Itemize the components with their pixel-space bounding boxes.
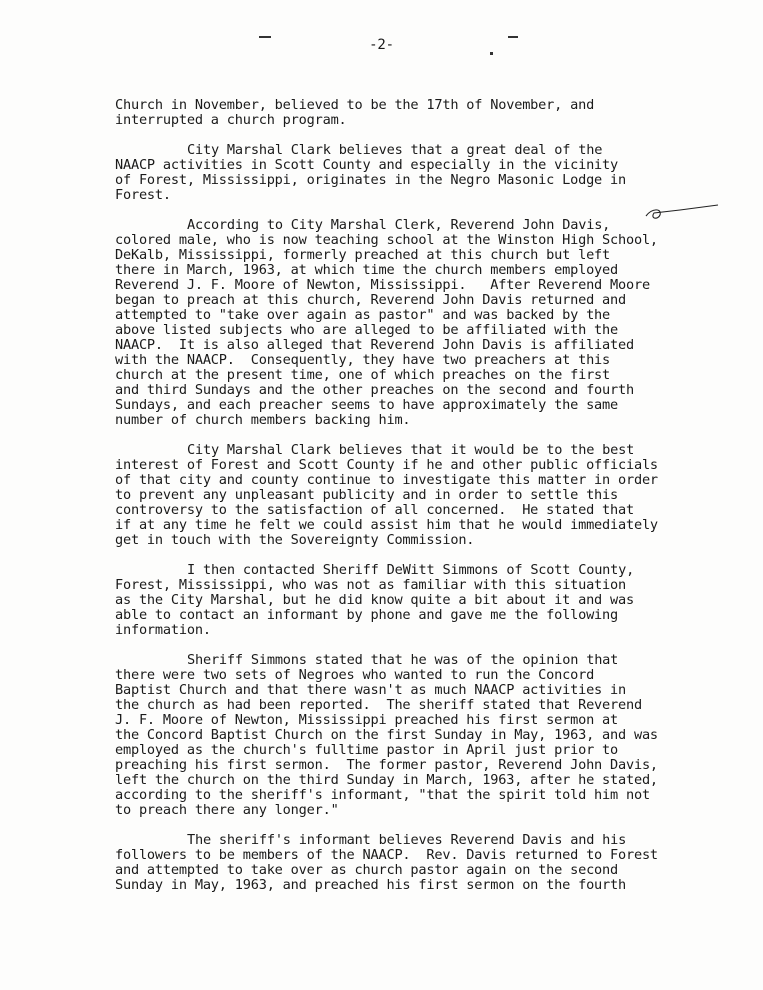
text-line: there were two sets of Negroes who wanted to run the Concord [115,667,595,683]
paragraph [115,563,755,638]
text-line: and attempted to take over as church pastor again on the second [115,862,619,878]
text-line: Baptist Church and that there wasn't as much NAACP activities in [115,682,626,698]
text-line: the church as had been reported. The sheriff stated that Reverend [115,697,642,713]
text-line: preaching his first sermon. The former pastor, Reverend John Davis, [115,757,658,773]
text-line: I then contacted Sheriff DeWitt Simmons of Scott County, [187,562,635,578]
paragraph [115,833,755,893]
text-line: and third Sundays and the other preaches on the second and fourth [115,382,634,398]
text-line: City Marshal Clark believes that it would be to the best [187,442,635,458]
paragraph [115,443,755,548]
paragraph [115,653,755,818]
text-line: Forest, Mississippi, who was not as familiar with this situation [115,577,626,593]
text-line: to preach there any longer." [115,802,339,818]
text-line: left the church on the third Sunday in March, 1963, after he stated, [115,772,658,788]
letter-body [115,98,755,893]
text-line: Reverend J. F. Moore of Newton, Mississippi. After Reverend Moore [115,277,650,293]
text-line: attempted to "take over again as pastor" and was backed by the [115,307,611,323]
text-line: J. F. Moore of Newton, Mississippi preached his first sermon at [115,712,619,728]
text-line: NAACP. It is also alleged that Reverend John Davis is affiliated [115,337,634,353]
text-line: Sheriff Simmons stated that he was of the opinion that [187,652,619,668]
text-line: as the City Marshal, but he did know quite a bit about it and was [115,592,634,608]
text-line: of that city and county continue to investigate this matter in order [115,472,658,488]
text-line: Sundays, and each preacher seems to have approximately the same [115,397,619,413]
text-line: NAACP activities in Scott County and especially in the vicinity [115,157,619,173]
text-line: number of church members backing him. [115,412,411,428]
text-line: DeKalb, Mississippi, formerly preached at this church but left [115,247,611,263]
text-line: information. [115,622,211,638]
text-line: began to preach at this church, Reverend John Davis returned and [115,292,626,308]
text-line: able to contact an informant by phone and gave me the following [115,607,619,623]
text-line: Forest. [115,187,171,203]
text-line: followers to be members of the NAACP. Rev. Davis returned to Forest [115,847,658,863]
text-line: City Marshal Clark believes that a great deal of the [187,142,603,158]
text-line: The sheriff's informant believes Reverend Davis and his [187,832,627,848]
text-line: to prevent any unpleasant publicity and in order to settle this [115,487,619,503]
text-line: Sunday in May, 1963, and preached his first sermon on the fourth [115,877,626,893]
text-line: of Forest, Mississippi, originates in the Negro Masonic Lodge in [115,172,626,188]
text-line: colored male, who is now teaching school at the Winston High School, [115,232,658,248]
text-line: According to City Marshal Clerk, Reverend John Davis, [187,217,611,233]
page-number: -2- [369,37,394,53]
text-line: get in touch with the Sovereignty Commission. [115,532,475,548]
text-line: interrupted a church program. [115,112,347,128]
text-line: controversy to the satisfaction of all concerned. He stated that [115,502,634,518]
text-line: there in March, 1963, at which time the church members employed [115,262,619,278]
text-line: if at any time he felt we could assist him that he would immediately [115,517,658,533]
text-line: Church in November, believed to be the 17th of November, and [115,97,595,113]
text-line: interest of Forest and Scott County if he and other public officials [115,457,658,473]
paragraph [115,143,755,203]
text-line: according to the sheriff's informant, "that the spirit told him not [115,787,650,803]
text-line: the Concord Baptist Church on the first Sunday in May, 1963, and was [115,727,658,743]
text-line: church at the present time, one of which preaches on the first [115,367,611,383]
text-line: with the NAACP. Consequently, they have two preachers at this [115,352,611,368]
text-line: above listed subjects who are alleged to be affiliated with the [115,322,619,338]
text-line: employed as the church's fulltime pastor in April just prior to [115,742,619,758]
paragraph [115,218,755,428]
paragraph [115,98,755,128]
